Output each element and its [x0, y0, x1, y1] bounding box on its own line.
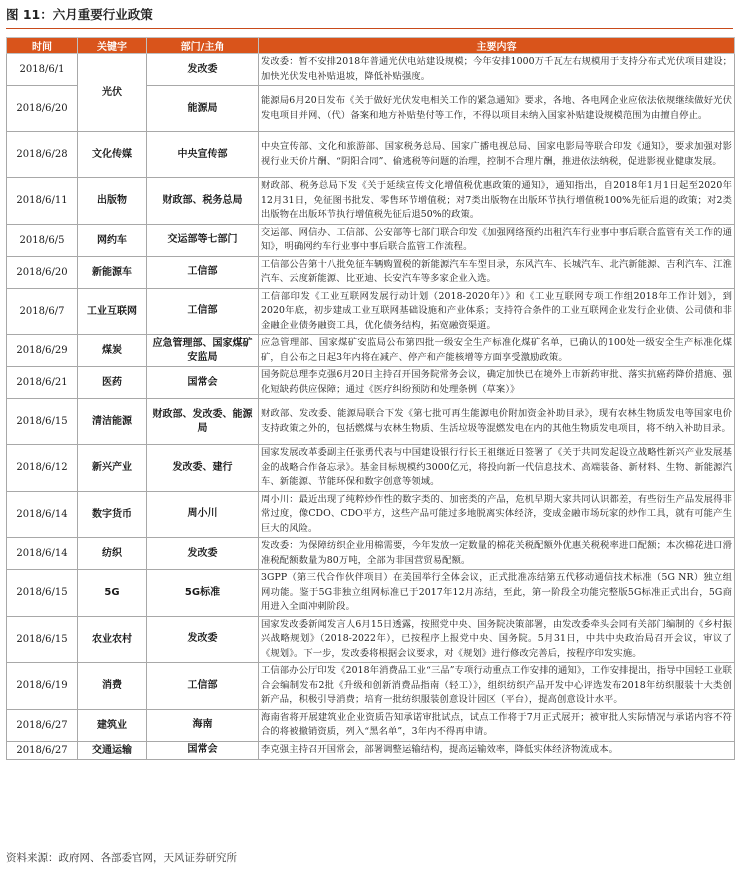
policy-table	[6, 37, 735, 760]
table-row	[7, 538, 735, 570]
table-body	[7, 54, 735, 760]
row-content: 财政部、发改委、能源局联合下发《第七批可再生能源电价附加资金补助目录》，现有农林生物质发电等国家电价支持政策之外的，包括燃煤与农林生物质、生活垃圾等混燃发电在内的其他生物质发电项目，将不纳入补助目录。	[259, 399, 735, 445]
row-keyword: 煤炭	[78, 335, 147, 367]
table-row	[7, 288, 735, 335]
row-keyword: 农业农村	[78, 616, 147, 663]
row-content: 工信部公告第十八批免征车辆购置税的新能源汽车车型目录，东风汽车、长城汽车、北汽新能源、吉利汽车、江淮汽车、云度新能源、比亚迪、长安汽车等多家企业入选。	[259, 256, 735, 288]
figure-title: 图 11：六月重要行业政策	[6, 7, 153, 22]
row-keyword: 网约车	[78, 224, 147, 256]
table-row	[7, 367, 735, 399]
row-keyword: 医药	[78, 367, 147, 399]
row-department: 国常会	[147, 367, 259, 399]
row-department: 发改委	[147, 538, 259, 570]
row-department: 能源局	[147, 86, 259, 132]
row-department: 财政部、税务总局	[147, 178, 259, 225]
table-row	[7, 132, 735, 178]
table-row	[7, 570, 735, 617]
row-keyword: 工业互联网	[78, 288, 147, 335]
row-date: 2018/6/19	[7, 663, 78, 710]
table-row	[7, 709, 735, 741]
row-keyword: 消费	[78, 663, 147, 710]
row-date: 2018/6/20	[7, 256, 78, 288]
row-content: 交运部、网信办、工信部、公安部等七部门联合印发《加强网络预约出租汽车行业事中事后联合监管有关工作的通知》，明确网约车行业事中事后联合监管工作流程。	[259, 224, 735, 256]
row-department: 工信部	[147, 663, 259, 710]
header-keyword: 关键字	[78, 38, 147, 54]
row-content: 国务院总理李克强6月20日主持召开国务院常务会议，确定加快已在境外上市新药审批、落实抗癌药降价措施、强化短缺药供应保障；通过《医疗纠纷预防和处理条例（草案）》	[259, 367, 735, 399]
row-content: 3GPP（第三代合作伙伴项目）在美国举行全体会议，正式批准冻结第五代移动通信技术标准（5G NR）独立组网功能。鉴于5G非独立组网标准已于2017年12月冻结，至此，第一阶段全功能完整版5G标准正式出台，5G商用进入全面冲刺阶段。	[259, 570, 735, 617]
row-department: 财政部、发改委、能源局	[147, 399, 259, 445]
row-date: 2018/6/11	[7, 178, 78, 225]
row-department: 周小川	[147, 491, 259, 538]
row-keyword: 光伏	[78, 54, 147, 132]
row-content: 财政部、税务总局下发《关于延续宣传文化增值税优惠政策的通知》，通知指出，自2018年1月1日起至2020年12月31日，免征图书批发、零售环节增值税；对7类出版物在出版环节执行增值税100%先征后退的政策；对2类出版物在出版环节执行增值税先征后退50%的政策。	[259, 178, 735, 225]
row-date: 2018/6/14	[7, 538, 78, 570]
table-row	[7, 399, 735, 445]
row-date: 2018/6/15	[7, 570, 78, 617]
row-content: 国家发改委新闻发言人6月15日透露，按照党中央、国务院决策部署，由发改委牵头会同有关部门编制的《乡村振兴战略规划》（2018-2022年），已按程序上报党中央、国务院。5月31日，中共中央政治局召开会议，审议了《规划》。下一步，发改委将根据会议要求，对《规划》进行修改完善后，按程序印发实施。	[259, 616, 735, 663]
header-department: 部门/主角	[147, 38, 259, 54]
source-note: 资料来源：政府网、各部委官网，天风证券研究所	[6, 852, 237, 864]
row-date: 2018/6/12	[7, 445, 78, 492]
row-content: 海南省将开展建筑业企业资质告知承诺审批试点，试点工作将于7月正式展开；被审批人实际情况与承诺内容不符合的将被撤销资质，列入“黑名单”，3年内不得再申请。	[259, 709, 735, 741]
row-content: 周小川：最近出现了纯粹炒作性的数字类的、加密类的产品，危机早期大家共同认识都差，有些衍生产品发展得非常过度，像CDO、CDO平方，这些产品可能过多地脱离实体经济，变成金融市场玩家的炒作工具，就有可能产生巨大的风险。	[259, 491, 735, 538]
row-department: 应急管理部、国家煤矿安监局	[147, 335, 259, 367]
row-date: 2018/6/21	[7, 367, 78, 399]
row-content: 发改委：暂不安排2018年普通光伏电站建设规模；今年安排1000万千瓦左右规模用于支持分布式光伏项目建设；加快光伏发电补贴退坡，降低补贴强度。	[259, 54, 735, 86]
table-row	[7, 616, 735, 663]
table-row	[7, 445, 735, 492]
row-date: 2018/6/1	[7, 54, 78, 86]
row-content: 李克强主持召开国常会，部署调整运输结构，提高运输效率，降低实体经济物流成本。	[259, 741, 735, 759]
table-row	[7, 178, 735, 225]
row-keyword: 纺织	[78, 538, 147, 570]
row-keyword: 清洁能源	[78, 399, 147, 445]
row-department: 工信部	[147, 288, 259, 335]
row-date: 2018/6/29	[7, 335, 78, 367]
table-row	[7, 54, 735, 86]
row-department: 工信部	[147, 256, 259, 288]
row-keyword: 数字货币	[78, 491, 147, 538]
row-keyword: 出版物	[78, 178, 147, 225]
row-content: 能源局6月20日发布《关于做好光伏发电相关工作的紧急通知》要求，各地、各电网企业应依法依规继续做好光伏发电项目并网、（代）备案和地方补贴垫付等工作，不得以项目未纳入国家补贴建设规模范围为由擅自停止。	[259, 86, 735, 132]
row-content: 中央宣传部、文化和旅游部、国家税务总局、国家广播电视总局、国家电影局等联合印发《通知》，要求加强对影视行业天价片酬、“阴阳合同”、偷逃税等问题的治理，控制不合理片酬，推进依法纳税，促进影视业健康发展。	[259, 132, 735, 178]
row-date: 2018/6/20	[7, 86, 78, 132]
title-divider	[6, 28, 733, 29]
row-keyword: 交通运输	[78, 741, 147, 759]
table-header-row	[7, 38, 735, 54]
row-department: 发改委	[147, 54, 259, 86]
header-content: 主要内容	[259, 38, 735, 54]
row-date: 2018/6/15	[7, 399, 78, 445]
row-department: 中央宣传部	[147, 132, 259, 178]
row-content: 发改委：为保障纺织企业用棉需要，今年发放一定数量的棉花关税配额外优惠关税税率进口配额；本次棉花进口滑准税配额数量为80万吨，全部为非国营贸易配额。	[259, 538, 735, 570]
row-content: 国家发展改革委副主任张勇代表与中国建设银行行长王祖继近日签署了《关于共同发起设立战略性新兴产业发展基金的战略合作备忘录》。基金目标规模约3000亿元，将投向新一代信息技术、高端装备、新材料、生物、新能源汽车、新能源、节能环保和数字创意等领域。	[259, 445, 735, 492]
row-date: 2018/6/7	[7, 288, 78, 335]
row-keyword: 新能源车	[78, 256, 147, 288]
row-keyword: 新兴产业	[78, 445, 147, 492]
row-date: 2018/6/5	[7, 224, 78, 256]
row-keyword: 建筑业	[78, 709, 147, 741]
row-department: 5G标准	[147, 570, 259, 617]
row-content: 工信部办公厅印发《2018年消费品工业“三品”专项行动重点工作安排的通知》，工作安排提出，指导中国轻工业联合会编制发布2批《升级和创新消费品指南（轻工）》，组织纺织产品开发中心评选发布2018年纺织服装十大类创新产品，积极引导消费；培育一批纺织服装创意设计园区（平台），提高创意设计水平。	[259, 663, 735, 710]
row-keyword: 5G	[78, 570, 147, 617]
table-row	[7, 224, 735, 256]
row-department: 国常会	[147, 741, 259, 759]
row-content: 应急管理部、国家煤矿安监局公布第四批一级安全生产标准化煤矿名单，已确认的100处一级安全生产标准化煤矿，自公布之日起3年内将在减产、停产和产能核增等方面享受激励政策。	[259, 335, 735, 367]
table-row	[7, 741, 735, 759]
table-row	[7, 256, 735, 288]
row-keyword: 文化传媒	[78, 132, 147, 178]
row-department: 发改委、建行	[147, 445, 259, 492]
row-date: 2018/6/27	[7, 741, 78, 759]
row-date: 2018/6/28	[7, 132, 78, 178]
table-row	[7, 663, 735, 710]
header-date: 时间	[7, 38, 78, 54]
row-date: 2018/6/14	[7, 491, 78, 538]
row-department: 发改委	[147, 616, 259, 663]
row-date: 2018/6/27	[7, 709, 78, 741]
row-department: 海南	[147, 709, 259, 741]
table-row	[7, 335, 735, 367]
row-date: 2018/6/15	[7, 616, 78, 663]
row-content: 工信部印发《工业互联网发展行动计划（2018-2020年）》和《工业互联网专项工作组2018年工作计划》，到2020年底，初步建成工业互联网基础设施和产业体系；支持符合条件的工业互联网企业发行企业债、公司债和非金融企业债务融资工具，优化债务结构，拓宽融资渠道。	[259, 288, 735, 335]
table-row	[7, 491, 735, 538]
row-department: 交运部等七部门	[147, 224, 259, 256]
